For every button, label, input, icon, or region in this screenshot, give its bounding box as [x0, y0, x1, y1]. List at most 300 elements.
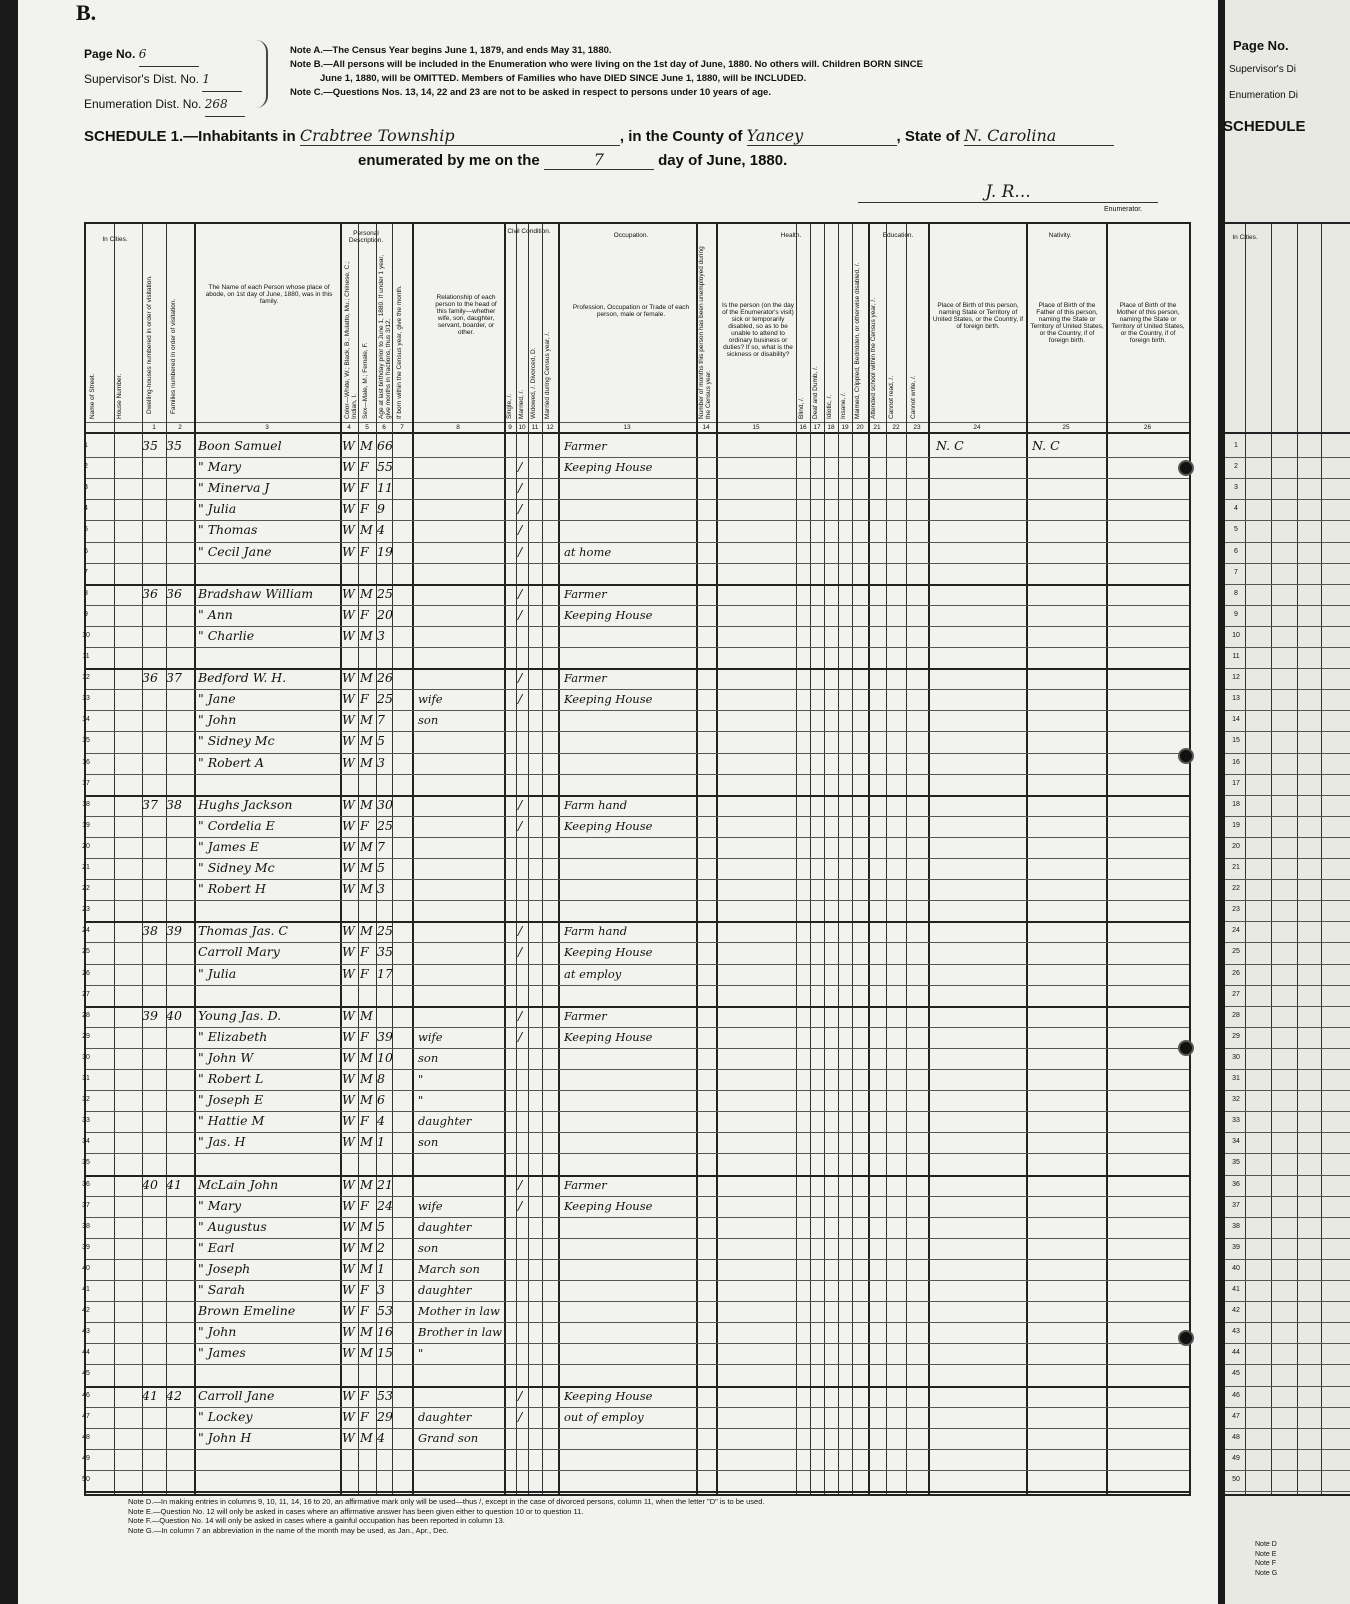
person-name: " John H — [198, 1429, 252, 1445]
facing-supervisor: Supervisor's Di — [1229, 64, 1296, 75]
occupation-value: Farmer — [564, 439, 607, 453]
note-d: Note D.—In making entries in columns 9, 10, 11, 14, 16 to 20, an affirmative mark only will be used—thus /, except in the case of divorced persons, column 11, when the letter "D" is to be used. — [128, 1497, 765, 1506]
supervisor-label: Supervisor's Dist. No. — [84, 72, 199, 86]
color-value: W — [342, 1113, 355, 1129]
occupation-value: Keeping House — [564, 1388, 653, 1403]
colnum: 17 — [813, 424, 821, 431]
vline — [810, 224, 811, 1494]
sex-value: M — [360, 522, 373, 538]
row-rule — [86, 1364, 1189, 1365]
person-name: " Cecil Jane — [198, 543, 272, 559]
row-number: 16 — [82, 758, 90, 766]
sex-value: M — [360, 585, 373, 601]
row-number: 22 — [1232, 885, 1240, 893]
sex-value: M — [360, 1218, 373, 1234]
sex-value: F — [360, 1303, 369, 1319]
color-value: W — [342, 881, 355, 897]
person-name: " John — [198, 1324, 237, 1340]
age-value: 9 — [377, 501, 385, 517]
col-widowed: Widowed, /. Divorced, D. — [530, 347, 537, 419]
schedule-county: Yancey — [747, 126, 897, 146]
binder-ring — [1178, 1330, 1194, 1346]
sex-value: M — [360, 1324, 373, 1340]
sex-value: M — [360, 923, 373, 939]
row-number: 40 — [1232, 1264, 1240, 1272]
birthplace-value: N. C — [936, 438, 964, 453]
sex-value: M — [360, 1007, 373, 1023]
occupation-value: Keeping House — [564, 460, 653, 475]
corner-label: B. — [76, 0, 97, 25]
occupation-value: at home — [564, 544, 612, 559]
color-value: W — [342, 1197, 355, 1213]
row-number: 26 — [82, 969, 90, 977]
sex-value: M — [360, 1345, 373, 1361]
sex-value: M — [360, 838, 373, 854]
relationship-value: daughter — [418, 1409, 472, 1424]
age-value: 7 — [377, 838, 385, 854]
person-name: " Sidney Mc — [198, 733, 275, 749]
row-rule — [1225, 1111, 1350, 1112]
row-rule — [1225, 964, 1350, 965]
sex-value: F — [360, 459, 369, 475]
row-rule — [1225, 774, 1350, 775]
sex-value: F — [360, 691, 369, 707]
row-rule — [1225, 542, 1350, 543]
row-number: 45 — [1232, 1370, 1240, 1378]
civil-mark: / — [518, 944, 523, 960]
vline — [504, 224, 506, 1494]
group-personal: Personal Description. — [348, 230, 384, 244]
row-number: 21 — [82, 864, 90, 871]
row-number: 47 — [82, 1412, 90, 1420]
census-page — [18, 0, 1218, 1604]
relationship-value: son — [418, 1240, 439, 1255]
age-value: 20 — [377, 606, 393, 622]
age-value: 21 — [377, 1176, 393, 1192]
row-number: 39 — [1232, 1243, 1240, 1251]
row-number: 46 — [82, 1391, 90, 1399]
person-name: " Hattie M — [198, 1113, 265, 1129]
colnum: 16 — [799, 424, 807, 431]
row-rule — [1225, 689, 1350, 690]
colnum: 26 — [1143, 424, 1152, 431]
row-number: 7 — [1234, 568, 1238, 576]
facing-note: Note D — [1255, 1541, 1277, 1548]
row-rule — [1225, 1175, 1350, 1176]
col-age: Age at last birthday prior to June 1, 1880. If under 1 year, give months in fractions, thus 3/12. — [378, 254, 392, 419]
person-name: " John — [198, 712, 237, 728]
dwelling-number: 40 — [142, 1176, 158, 1192]
civil-mark: / — [518, 817, 523, 833]
row-number: 14 — [1232, 716, 1240, 724]
person-name: Bedford W. H. — [198, 670, 287, 686]
row-rule — [1225, 1428, 1350, 1429]
row-rule — [86, 900, 1189, 901]
row-number: 49 — [82, 1454, 90, 1462]
facing-note: Note G — [1255, 1569, 1278, 1577]
sex-value: M — [360, 1429, 373, 1445]
row-number: 36 — [82, 1180, 90, 1188]
colnum: 14 — [702, 424, 710, 431]
row-number: 29 — [82, 1032, 90, 1040]
age-value: 3 — [377, 1282, 385, 1297]
schedule-state: N. Carolina — [964, 126, 1114, 146]
col-sick: Is the person (on the day of the Enumerator's visit) sick or temporarily disabled, so as to be unable to attend to ordinary business or duties? If so, what is the sickness or disability? — [722, 302, 794, 358]
row-number: 18 — [1232, 800, 1240, 808]
civil-mark: / — [518, 1007, 523, 1023]
row-rule — [1225, 520, 1350, 521]
person-name: Hughs Jackson — [198, 796, 293, 812]
row-number: 19 — [82, 821, 90, 829]
col-cannot-read: Cannot read, /. — [888, 376, 895, 419]
row-rule — [1225, 647, 1350, 648]
occupation-value: Farm hand — [564, 924, 628, 939]
group-nativity: Nativity. — [1048, 232, 1072, 239]
col-married-year: Married during Census year, /. — [544, 331, 551, 419]
colnum: 13 — [623, 424, 631, 431]
sex-value: M — [360, 712, 373, 728]
vline — [796, 224, 797, 1494]
row-rule — [1225, 731, 1350, 732]
note-b: Note B.—All persons will be included in the Enumeration who were living on the 1st day of June, 1880. No others will. Children BORN SINCE — [290, 59, 923, 70]
age-value: 7 — [377, 712, 385, 728]
sex-value: M — [360, 860, 373, 875]
person-name: " Ann — [198, 606, 233, 622]
row-number: 47 — [1232, 1412, 1240, 1420]
vline — [558, 224, 560, 1494]
relationship-value: daughter — [418, 1283, 472, 1297]
row-number: 23 — [1232, 906, 1240, 914]
age-value: 24 — [377, 1197, 393, 1213]
row-number: 13 — [1232, 695, 1240, 703]
colnum: 19 — [841, 424, 849, 431]
row-number: 29 — [1232, 1032, 1240, 1040]
group-occupation: Occupation. — [613, 232, 649, 239]
row-number: 41 — [82, 1286, 90, 1293]
row-rule — [1225, 816, 1350, 817]
note-g: Note G.—In column 7 an abbreviation in the name of the month may be used, as Jan., Apr., Dec. — [128, 1525, 449, 1535]
row-number: 33 — [82, 1117, 90, 1125]
row-number: 13 — [82, 695, 90, 703]
row-rule — [1225, 1259, 1350, 1260]
row-number: 35 — [1232, 1159, 1240, 1167]
colnum: 2 — [178, 424, 182, 431]
row-rule — [1225, 1449, 1350, 1450]
age-value: 5 — [377, 733, 385, 749]
row-number: 38 — [1232, 1222, 1240, 1230]
row-number: 10 — [1232, 631, 1240, 639]
person-name: " Thomas — [198, 522, 258, 538]
row-rule — [1225, 1048, 1350, 1049]
dwelling-number: 35 — [142, 438, 158, 453]
civil-mark: / — [518, 606, 523, 622]
person-name: McLain John — [198, 1176, 279, 1192]
colnum: 9 — [508, 424, 512, 431]
color-value: W — [342, 923, 355, 939]
color-value: W — [342, 796, 355, 812]
row-number: 30 — [82, 1053, 90, 1061]
sex-value: M — [360, 1134, 373, 1150]
row-rule — [1225, 858, 1350, 859]
occupation-value: Farmer — [564, 1177, 607, 1192]
colnum: 12 — [546, 424, 554, 431]
relationship-value: wife — [418, 1029, 443, 1044]
relationship-value: son — [418, 1135, 439, 1150]
person-name: " Julia — [198, 501, 237, 517]
age-value: 4 — [377, 1429, 385, 1445]
row-rule — [1225, 1238, 1350, 1239]
color-value: W — [342, 1408, 355, 1424]
color-value: W — [342, 1282, 355, 1297]
row-number: 43 — [1232, 1328, 1240, 1336]
row-number: 31 — [82, 1075, 90, 1082]
age-value: 25 — [377, 691, 393, 707]
col-cannot-write: Cannot write, /. — [910, 375, 917, 419]
person-name: Boon Samuel — [198, 438, 282, 453]
row-number: 42 — [82, 1307, 90, 1315]
row-number: 2 — [1234, 463, 1238, 471]
color-value: W — [342, 1324, 355, 1340]
colnum: 21 — [873, 424, 881, 431]
col-name: The Name of each Person whose place of abode, on 1st day of June, 1880, was in this family. — [205, 284, 333, 305]
color-value: W — [342, 733, 355, 749]
person-name: " Mary — [198, 1197, 242, 1213]
person-name: " Elizabeth — [198, 1028, 268, 1044]
note-b-cont: June 1, 1880, will be OMITTED. Members of Families who have DIED SINCE June 1, 1880, will be INCLUDED. — [320, 73, 807, 84]
row-rule — [1225, 921, 1350, 922]
civil-mark: / — [518, 796, 523, 812]
col-street: Name of Street. — [89, 373, 96, 419]
vline — [542, 224, 543, 1494]
occupation-value: Keeping House — [564, 607, 653, 622]
facing-note: Note E — [1255, 1550, 1277, 1558]
row-rule — [1225, 900, 1350, 901]
color-value: W — [342, 1028, 355, 1044]
row-number: 38 — [82, 1222, 90, 1230]
civil-mark: / — [518, 459, 523, 475]
relationship-value: " — [418, 1346, 424, 1361]
enumerated-suffix: day of June, 1880. — [658, 152, 788, 169]
civil-mark: / — [518, 1197, 523, 1213]
family-number: 39 — [166, 923, 182, 939]
age-value: 2 — [377, 1239, 385, 1255]
page-info — [84, 42, 245, 117]
col-insane: Insane, /. — [840, 392, 847, 419]
color-value: W — [342, 606, 355, 622]
age-value: 25 — [377, 923, 393, 939]
col-relationship: Relationship of each person to the head of this family—whether wife, son, daughter, servant, boarder, or other. — [435, 294, 497, 336]
sex-value: F — [360, 1197, 369, 1213]
civil-mark: / — [518, 543, 523, 559]
vline — [114, 224, 115, 1494]
row-number: 16 — [1232, 758, 1240, 766]
facing-page — [1225, 0, 1350, 1604]
family-number: 41 — [166, 1176, 182, 1192]
person-name: " Robert A — [198, 754, 265, 770]
occupation-value: Keeping House — [564, 1029, 653, 1044]
colnum: 20 — [856, 424, 864, 431]
civil-mark: / — [518, 480, 523, 496]
person-name: " Charlie — [198, 627, 255, 643]
facing-enumeration: Enumeration Di — [1229, 90, 1298, 101]
sex-value: F — [360, 944, 369, 960]
civil-mark: / — [518, 1387, 523, 1403]
vline — [166, 224, 167, 1494]
color-value: W — [342, 1218, 355, 1234]
row-rule — [1225, 1407, 1350, 1408]
enumerator-label: Enumerator. — [1104, 206, 1143, 213]
age-value: 25 — [377, 585, 393, 601]
row-number: 1 — [1234, 442, 1238, 449]
enumerator-sig: J. R... — [985, 182, 1031, 202]
color-value: W — [342, 1303, 355, 1319]
hline — [1225, 432, 1350, 434]
note-c: Note C.—Questions Nos. 13, 14, 22 and 23 are not to be asked in respect to persons under 10 years of age. — [290, 87, 771, 98]
age-value: 3 — [377, 754, 385, 770]
dwelling-number: 37 — [142, 796, 158, 812]
col-months-unemployed: Number of months this person has been unemployed during the Census year. — [698, 246, 712, 419]
row-number: 21 — [1232, 864, 1240, 871]
row-number: 40 — [82, 1264, 90, 1272]
row-number: 7 — [84, 568, 88, 576]
person-name: Young Jas. D. — [198, 1007, 282, 1023]
occupation-value: Keeping House — [564, 1198, 653, 1213]
color-value: W — [342, 1092, 355, 1108]
row-number: 44 — [82, 1349, 90, 1357]
person-name: " Jas. H — [198, 1134, 246, 1150]
col-dwelling: Dwelling-houses numbered in order of visitation. — [146, 275, 153, 414]
row-number: 28 — [82, 1011, 90, 1019]
bottom-notes — [128, 1497, 1128, 1535]
row-number: 9 — [1234, 610, 1238, 618]
row-rule — [86, 774, 1189, 775]
facing-schedule: SCHEDULE — [1223, 118, 1306, 135]
age-value: 66 — [377, 438, 393, 453]
row-number: 34 — [1232, 1138, 1240, 1146]
row-number: 28 — [1232, 1011, 1240, 1019]
civil-mark: / — [518, 923, 523, 939]
row-rule — [1225, 457, 1350, 458]
row-number: 48 — [82, 1433, 90, 1441]
person-name: Carroll Mary — [198, 944, 280, 960]
row-number: 26 — [1232, 969, 1240, 977]
row-number: 22 — [82, 885, 90, 893]
family-number: 40 — [166, 1007, 182, 1023]
age-value: 4 — [377, 1113, 385, 1129]
person-name: " James — [198, 1345, 246, 1361]
color-value: W — [342, 1071, 355, 1086]
occupation-value: Farmer — [564, 586, 607, 601]
row-number: 18 — [82, 800, 90, 808]
vline — [906, 224, 907, 1494]
row-number: 12 — [1232, 674, 1240, 682]
row-rule — [1225, 1301, 1350, 1302]
vline — [1297, 224, 1298, 1494]
row-rule — [1225, 668, 1350, 669]
sex-value: M — [360, 733, 373, 749]
colnum-rule — [86, 422, 1189, 423]
col-married: Married, /. — [518, 389, 525, 419]
colnum: 25 — [1062, 424, 1070, 431]
row-rule — [1225, 584, 1350, 585]
supervisor-value: 1 — [202, 67, 242, 92]
sex-value: M — [360, 1071, 373, 1086]
relationship-value: Mother in law — [418, 1304, 500, 1319]
civil-mark: / — [518, 1176, 523, 1192]
color-value: W — [342, 860, 355, 875]
row-rule — [1225, 1132, 1350, 1133]
row-number: 35 — [82, 1159, 90, 1167]
row-number: 9 — [84, 610, 88, 618]
vline — [1245, 224, 1246, 1494]
col-school: Attended school within the Census year, /. — [870, 297, 877, 419]
facing-in-cities: In Cities. — [1232, 234, 1258, 241]
row-number: 50 — [82, 1475, 90, 1483]
row-number: 20 — [82, 842, 90, 850]
family-number: 38 — [166, 796, 182, 812]
colnum: 24 — [973, 424, 981, 431]
row-rule — [1225, 1090, 1350, 1091]
facing-page-no: Page No. — [1233, 38, 1289, 53]
note-f: Note F.—Question No. 14 will only be asked in cases where a gainful occupation has been reported in column 13. — [128, 1516, 505, 1525]
row-rule — [1225, 1027, 1350, 1028]
row-number: 17 — [82, 779, 90, 787]
facing-table — [1225, 222, 1350, 1496]
sex-value: F — [360, 480, 369, 496]
person-name: " Augustus — [198, 1218, 267, 1234]
age-value: 17 — [377, 965, 393, 981]
dwelling-number: 38 — [142, 923, 158, 939]
row-rule — [86, 1470, 1189, 1471]
color-value: W — [342, 543, 355, 559]
col-birth-place: Place of Birth of this person, naming State or Territory of United States, or the Country, if of foreign birth. — [932, 302, 1024, 330]
civil-mark: / — [518, 585, 523, 601]
age-value: 19 — [377, 543, 393, 559]
age-value: 10 — [377, 1049, 393, 1065]
row-rule — [1225, 1196, 1350, 1197]
occupation-value: Farmer — [564, 671, 607, 686]
civil-mark: / — [518, 522, 523, 538]
vline — [716, 224, 718, 1494]
age-value: 53 — [377, 1387, 393, 1403]
col-sex: Sex—Male, M.; Female, F. — [362, 342, 369, 419]
row-number: 19 — [1232, 821, 1240, 829]
colnum: 15 — [752, 424, 760, 431]
colnum: 18 — [827, 424, 835, 431]
page-no-value: 6 — [139, 42, 199, 67]
row-rule — [1225, 710, 1350, 711]
row-rule — [86, 985, 1189, 986]
occupation-value: Keeping House — [564, 945, 653, 960]
relationship-value: daughter — [418, 1114, 472, 1129]
color-value: W — [342, 1239, 355, 1255]
color-value: W — [342, 1260, 355, 1276]
row-number: 17 — [1232, 779, 1240, 787]
row-number: 24 — [82, 927, 90, 935]
occupation-value: at employ — [564, 966, 622, 981]
row-number: 14 — [82, 716, 90, 724]
civil-mark: / — [518, 1408, 523, 1424]
row-rule — [1225, 837, 1350, 838]
person-name: Carroll Jane — [198, 1387, 275, 1403]
row-rule — [1225, 1491, 1350, 1492]
civil-mark: / — [518, 501, 523, 517]
person-name: " Cordelia E — [198, 817, 275, 833]
note-a: Note A.—The Census Year begins June 1, 1879, and ends May 31, 1880. — [290, 45, 612, 56]
relationship-value: wife — [418, 1198, 443, 1213]
sex-value: M — [360, 1239, 373, 1255]
row-rule — [86, 1449, 1189, 1450]
